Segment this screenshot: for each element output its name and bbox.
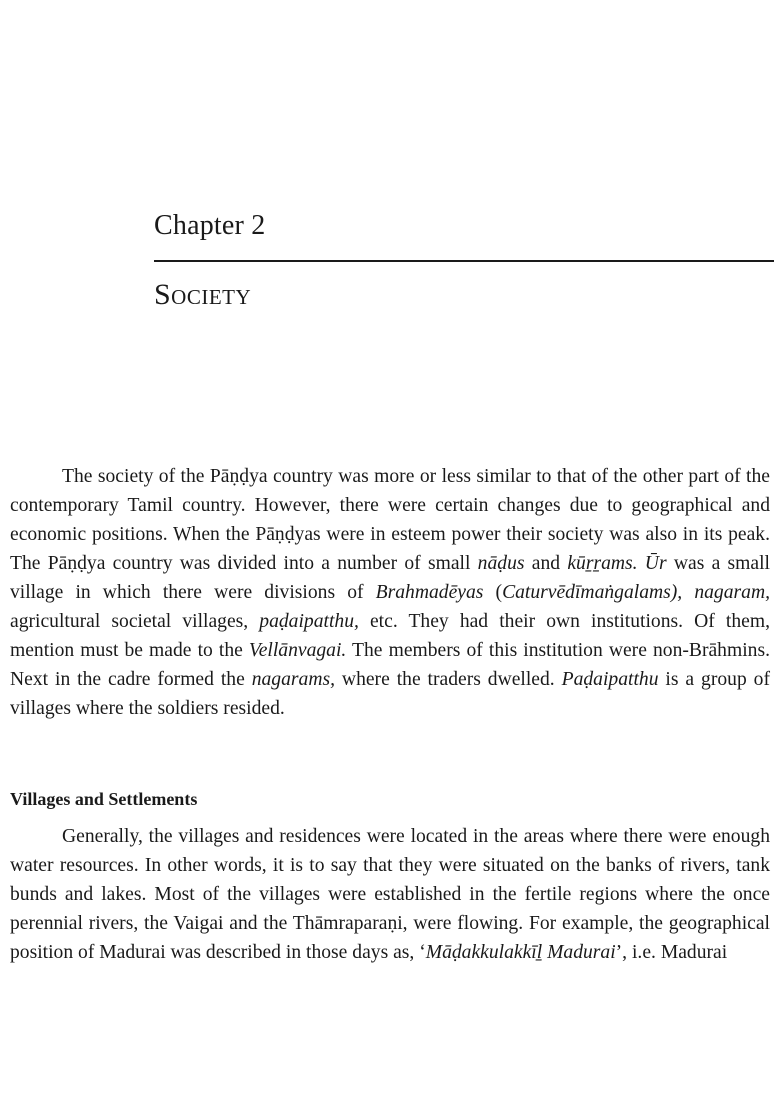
text-run: where the traders dwelled. — [335, 669, 562, 690]
italic-term: Māḍakkulakkīḻ Madurai — [425, 942, 616, 963]
italic-term: paḍaipatthu, — [259, 611, 359, 632]
text-run: ’, i.e. Madurai — [615, 942, 728, 963]
text-run: The members of this institution were non-Brāhmins. Next in the cadre formed the — [10, 640, 770, 690]
text-run: is a group of villages where the soldiers resided. — [10, 669, 770, 719]
section-heading: Villages and Settlements — [10, 789, 198, 809]
italic-term: nagarams, — [251, 669, 335, 690]
text-run: etc. They had their own institutions. Of them, mention must be made to the — [10, 611, 770, 661]
text-run: The society of the Pāṇḍya country was more or less similar to that of the other part of the contemporary Tamil country. However, there were certain changes due to geographical and economic positions. When the Pāṇḍyas were in esteem power their society was also in its peak. The Pāṇḍya country was divided into a number of small — [10, 466, 770, 574]
text-run: Generally, the villages and residences were located in the areas where there were enough water resources. In other words, it is to say that they were situated on the banks of rivers, tank bunds and lakes. Most of the villages were established in the fertile regions where the once perennial rivers, the Vaigai and the Thāmraparaṇi, were flowing. For example, the geographical position of Madurai was described in those days as, ‘ — [10, 826, 770, 963]
text-run: ( — [483, 582, 503, 603]
italic-term: Caturvēdīmaṅgalams), nagaram, — [502, 582, 770, 603]
paragraph-2 — [10, 822, 770, 967]
italic-term: nāḍus — [477, 553, 525, 574]
chapter-rule — [154, 260, 774, 262]
chapter-label: Chapter 2 — [154, 210, 266, 241]
chapter-title: Society — [154, 278, 252, 311]
paragraph-villages — [10, 822, 770, 967]
paragraph-society-intro — [10, 462, 770, 723]
text-run: agricultural societal villages, — [10, 611, 260, 632]
italic-term: kūṟṟams. Ūr — [567, 553, 667, 574]
paragraph-1 — [10, 462, 770, 723]
italic-term: Vellānvagai. — [248, 640, 347, 661]
italic-term: Paḍaipatthu — [561, 669, 659, 690]
italic-term: Brahmadēyas — [375, 582, 484, 603]
text-run: was a small village in which there were divisions of — [10, 553, 771, 603]
text-run: and — [524, 553, 568, 574]
